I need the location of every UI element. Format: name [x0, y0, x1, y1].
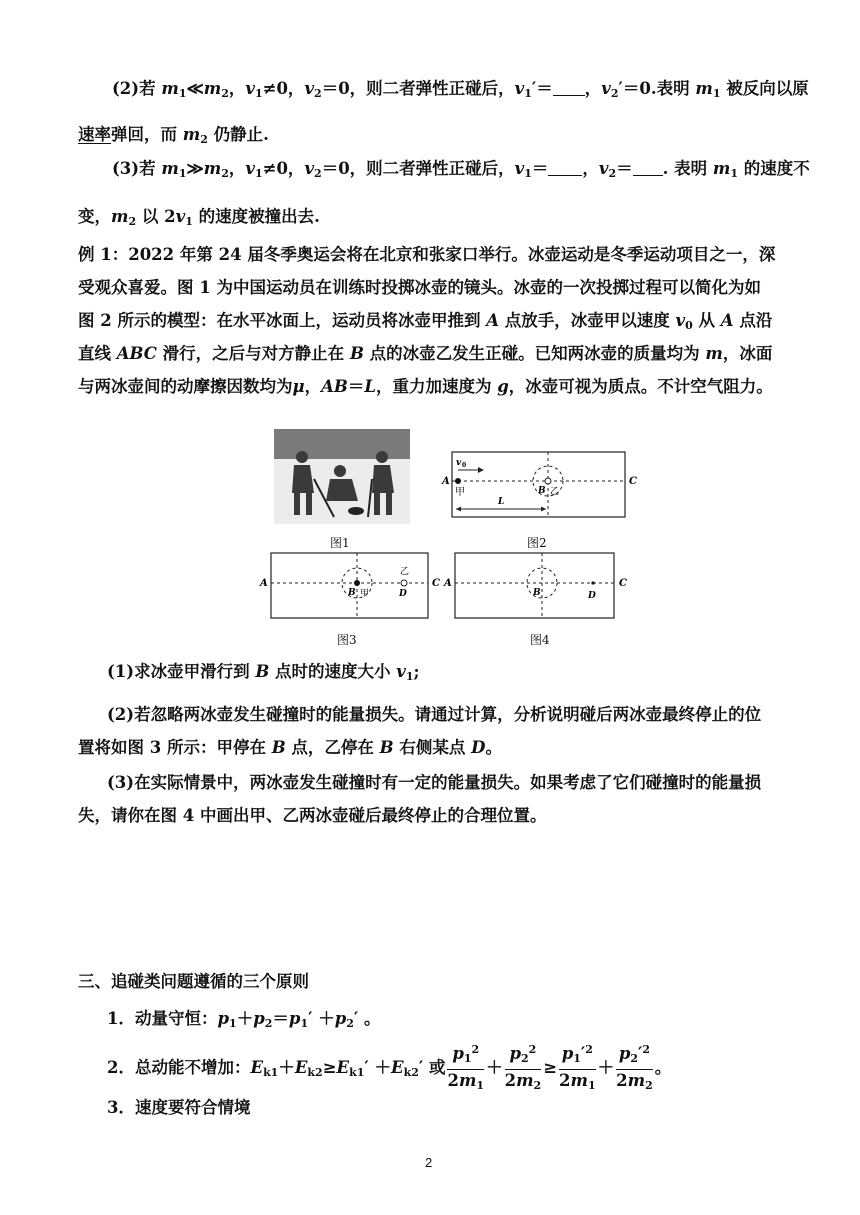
question3-line2: 失，请你在图 4 中画出甲、乙两冰壶碰后最终停止的合理位置。	[78, 806, 547, 825]
figure3-diagram	[260, 552, 440, 620]
point-D-dot	[591, 581, 594, 584]
svg-text:B: B	[348, 588, 356, 598]
fraction-p1-prime: $\frac{p_1'^2}{2m_1}$	[559, 1040, 596, 1097]
rule3: 3．速度要符合情境	[107, 1098, 251, 1117]
item3-line2: 变，$m_2$ 以 $2v_1$ 的速度被撞出去.	[78, 207, 320, 228]
example-line2: 受观众喜爱。图 1 为中国运动员在训练时投掷冰壶的镜头。冰壶的一次投掷过程可以简化为如	[78, 278, 761, 297]
point-A-label: A	[442, 476, 450, 487]
svg-text:C: C	[619, 578, 627, 589]
curling-photo-image	[274, 429, 410, 524]
point-C-label: C	[629, 476, 637, 487]
v0-sub: 0	[462, 462, 467, 469]
item2-line2: 速率弹回，而 $m_2$ 仍静止.	[78, 125, 269, 146]
jia-label: 甲	[455, 487, 465, 498]
example-line1: 例 1：2022 年第 24 届冬季奥运会将在北京和张家口举行。冰壶运动是冬季运动项目之一，深	[78, 245, 776, 264]
figure2-caption: 图2	[527, 536, 547, 550]
answer-blank[interactable]	[548, 159, 582, 176]
section3-title: 三、追碰类问题遵循的三个原则	[78, 972, 309, 991]
svg-text:D: D	[588, 591, 596, 601]
figure4-diagram	[444, 552, 627, 620]
question3-line1: (3)在实际情景中，两冰壶发生碰撞时有一定的能量损失。如果考虑了它们碰撞时的能量损	[107, 773, 762, 792]
item2-line1: (2)若 $m_1≪m_2$，$v_1\ne 0$，$v_2=0$，则二者弹性正碰后，$v_1'=$ ，$v_2'=0$.表明 $m_1$ 被反向以原	[112, 79, 809, 100]
question2-line1: (2)若忽略两冰壶发生碰撞时的能量损失。请通过计算，分析说明碰后两冰壶最终停止的位	[107, 705, 762, 724]
svg-text:A: A	[260, 578, 268, 589]
question2-line2: 置将如图 3 所示：甲停在 B 点，乙停在 B 右侧某点 D。	[78, 738, 502, 757]
svg-text:D: D	[399, 589, 407, 599]
v0-label: v	[456, 458, 462, 468]
answer-blank[interactable]	[553, 79, 585, 96]
example-line3: 图 2 所示的模型：在水平冰面上，运动员将冰壶甲推到 A 点放手，冰壶甲以速度 $v_0$ 从 A 点沿	[78, 311, 773, 332]
yi-label: 乙	[550, 487, 560, 497]
rule1: 1．动量守恒：$p_1+p_2=p_1' +p_2'$ 。	[107, 1009, 381, 1030]
svg-text:B: B	[533, 588, 541, 598]
figure4-caption: 图4	[530, 633, 550, 647]
svg-text:A: A	[444, 578, 452, 589]
page-number: 2	[425, 1155, 433, 1170]
figure2-diagram	[442, 450, 637, 518]
stone-jia	[455, 478, 461, 484]
svg-text:乙: 乙	[400, 567, 410, 577]
example-line5: 与两冰壶间的动摩擦因数均为μ，AB＝L，重力加速度为 g，冰壶可视为质点。不计空气阻力。	[78, 377, 773, 396]
svg-text:C: C	[432, 578, 440, 589]
figure1-photo	[274, 429, 410, 524]
L-label: L	[498, 497, 505, 507]
example-line4: 直线 ABC 滑行，之后与对方静止在 B 点的冰壶乙发生正碰。已知两冰壶的质量均为 m，冰面	[78, 344, 773, 363]
figure1-caption: 图1	[330, 536, 350, 550]
stone-jia	[354, 580, 360, 586]
stone-yi	[401, 580, 407, 586]
stone-yi	[545, 478, 551, 484]
rule2: 2．总动能不增加：$E_{k1}+E_{k2}\ge E_{k1}' +E_{k2}'$ 或 $\frac{p_1^2}{2m_1}$ ＋ $\frac{p_2^2}{2m_2}$ ≥ $\frac{p_1'^2}{2m_1}$ ＋ $\frac{p_2'^2}{2m_2}$ 。	[107, 1040, 671, 1097]
fraction-p2-prime: $\frac{p_2'^2}{2m_2}$	[616, 1040, 653, 1097]
question1: (1)求冰壶甲滑行到 B 点时的速度大小 $v_1$;	[107, 662, 420, 683]
item3-line1: (3)若 $m_1≫m_2$，$v_1\ne 0$，$v_2=0$，则二者弹性正碰后，$v_1=$ ，$v_2=$ . 表明 $m_1$ 的速度不	[112, 159, 810, 180]
answer-blank[interactable]	[633, 159, 663, 176]
figure3-caption: 图3	[337, 633, 357, 647]
fraction-p2: $\frac{p_2^2}{2m_2}$	[505, 1040, 542, 1097]
fraction-p1: $\frac{p_1^2}{2m_1}$	[447, 1040, 484, 1097]
ice-surface-rect	[452, 452, 625, 517]
point-B-label: B	[538, 486, 546, 496]
svg-text:甲: 甲	[360, 589, 370, 599]
